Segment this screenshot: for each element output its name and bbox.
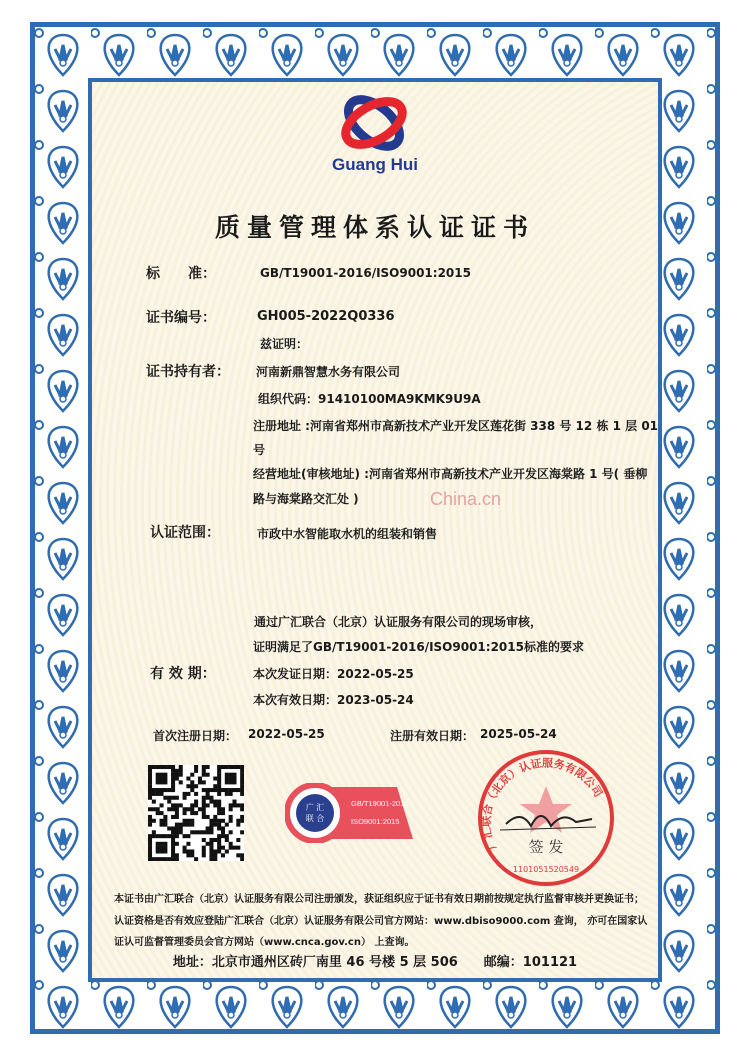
footer-line3: 证认可监督管理委员会官方网站（www.cnca.gov.cn） 上查询。 (114, 937, 415, 948)
registration-valid-date: 2025-05-24 (480, 727, 557, 741)
holder-label: 证书持有者： (146, 364, 230, 380)
badge-chars: 广 汇联 合 (305, 803, 325, 823)
scope-label: 认证范围： (150, 525, 220, 541)
watermark: China.cn (430, 489, 502, 509)
cert-number-label: 证书编号： (146, 310, 216, 326)
standard-label: 标 准： (146, 266, 216, 282)
badge-standard-1: GB/T19001-2016 (351, 799, 409, 808)
cert-number-value: GH005-2022Q0336 (257, 309, 395, 324)
validity-label: 有 效 期： (150, 666, 216, 682)
issue-date: 本次发证日期：2022-05-25 (253, 667, 414, 681)
operating-address-line2: 路与海棠路交汇处 ) (253, 492, 359, 506)
logo-brand-text: Guang Hui (332, 155, 418, 174)
registered-address-line1: 注册地址 :河南省郑州市高新技术产业开发区莲花街 338 号 12 栋 1 层 01 (253, 419, 659, 433)
registered-address-line2: 号 (253, 443, 266, 457)
qr-code[interactable] (148, 765, 244, 861)
official-seal (476, 748, 616, 888)
footer-line2: 认证资格是否有效应登陆广汇联合（北京）认证服务有限公司官方网站：www.dbiso9000.com 查询， 亦可在国家认 (114, 916, 648, 927)
footer-line1: 本证书由广汇联合（北京）认证服务有限公司注册颁发，获证组织应于证书有效日期前按规定执行监督审核并更换证书； (114, 894, 644, 905)
holder-value: 河南新鼎智慧水务有限公司 (256, 365, 401, 379)
seal-number: 1101051520549 (512, 865, 580, 874)
statement-line2: 证明满足了GB/T19001-2016/ISO9001:2015标准的要求 (253, 640, 584, 654)
footer-address: 地址：北京市通州区砖厂南里 46 号楼 5 层 506 邮编：101121 (172, 955, 578, 970)
expiry-date: 本次有效日期：2023-05-24 (253, 693, 414, 707)
hereby-text: 兹证明： (260, 337, 309, 351)
certificate-title: 质量管理体系认证证书 (214, 213, 535, 242)
sign-label: 签 发 (528, 838, 564, 856)
certification-badge (285, 783, 415, 843)
registration-valid-label: 注册有效日期： (390, 729, 475, 743)
seal-text: 广汇联合（北京）认证服务有限公司 (479, 756, 605, 852)
scope-value: 市政中水智能取水机的组装和销售 (257, 527, 438, 541)
first-registration-label: 首次注册日期： (153, 729, 238, 743)
operating-address-line1: 经营地址(审核地址) :河南省郑州市高新技术产业开发区海棠路 1 号( 垂柳 (253, 467, 648, 481)
badge-standard-2: ISO9001:2015 (351, 817, 400, 826)
first-registration-date: 2022-05-25 (248, 727, 325, 741)
guang-hui-logo (338, 92, 410, 154)
standard-value: GB/T19001-2016/ISO9001:2015 (260, 266, 471, 280)
org-code: 组织代码：91410100MA9KMK9U9A (258, 392, 481, 406)
statement-line1: 通过广汇联合（北京）认证服务有限公司的现场审核， (254, 615, 543, 629)
